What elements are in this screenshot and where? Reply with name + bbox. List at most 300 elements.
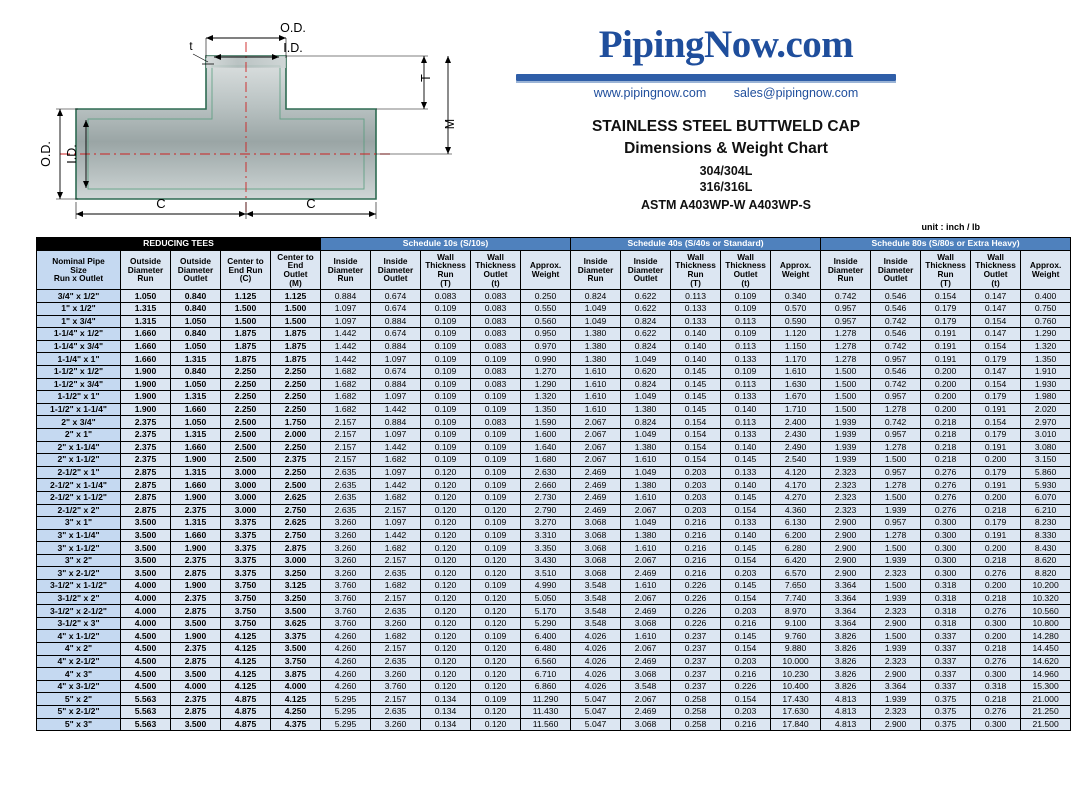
table-col-header-6: Inside Diameter Outlet xyxy=(371,250,421,290)
table-cell-r3-c11: 0.622 xyxy=(621,328,671,341)
table-row xyxy=(37,517,1071,530)
table-cell-r31-c8: 0.120 xyxy=(471,680,521,693)
table-cell-r20-c0: 3" x 1-1/2" xyxy=(37,542,121,555)
table-cell-r12-c14: 2.490 xyxy=(771,441,821,454)
table-cell-r19-c13: 0.140 xyxy=(721,529,771,542)
table-cell-r12-c1: 2.375 xyxy=(121,441,171,454)
table-cell-r12-c18: 0.191 xyxy=(971,441,1021,454)
table-cell-r21-c1: 3.500 xyxy=(121,554,171,567)
table-cell-r26-c0: 3-1/2" x 3" xyxy=(37,617,121,630)
table-cell-r29-c5: 4.260 xyxy=(321,655,371,668)
table-cell-r0-c11: 0.622 xyxy=(621,290,671,303)
table-cell-r18-c11: 1.049 xyxy=(621,517,671,530)
table-row xyxy=(37,580,1071,593)
table-cell-r2-c1: 1.315 xyxy=(121,315,171,328)
table-cell-r18-c4: 2.625 xyxy=(271,517,321,530)
table-cell-r24-c17: 0.318 xyxy=(921,592,971,605)
table-cell-r28-c11: 2.067 xyxy=(621,643,671,656)
table-cell-r21-c3: 3.375 xyxy=(221,554,271,567)
table-cell-r0-c17: 0.154 xyxy=(921,290,971,303)
table-cell-r16-c4: 2.625 xyxy=(271,491,321,504)
table-cell-r8-c12: 0.145 xyxy=(671,391,721,404)
table-cell-r14-c4: 2.250 xyxy=(271,466,321,479)
table-cell-r15-c3: 3.000 xyxy=(221,479,271,492)
table-cell-r21-c9: 3.430 xyxy=(521,554,571,567)
unit-note: unit : inch / lb xyxy=(921,222,980,232)
table-cell-r3-c2: 0.840 xyxy=(171,328,221,341)
table-cell-r17-c2: 2.375 xyxy=(171,504,221,517)
table-cell-r21-c11: 2.067 xyxy=(621,554,671,567)
table-cell-r8-c5: 1.682 xyxy=(321,391,371,404)
table-row xyxy=(37,668,1071,681)
table-cell-r33-c4: 4.250 xyxy=(271,706,321,719)
table-cell-r13-c13: 0.145 xyxy=(721,454,771,467)
table-cell-r12-c6: 1.442 xyxy=(371,441,421,454)
table-cell-r6-c0: 1-1/2" x 1/2" xyxy=(37,365,121,378)
table-cell-r14-c1: 2.875 xyxy=(121,466,171,479)
table-cell-r3-c10: 1.380 xyxy=(571,328,621,341)
doc-spec: ASTM A403WP-W A403WP-S xyxy=(641,198,811,212)
table-cell-r29-c2: 2.875 xyxy=(171,655,221,668)
table-cell-r29-c14: 10.000 xyxy=(771,655,821,668)
table-cell-r20-c16: 1.500 xyxy=(871,542,921,555)
table-cell-r30-c1: 4.500 xyxy=(121,668,171,681)
table-cell-r33-c12: 0.258 xyxy=(671,706,721,719)
table-cell-r30-c19: 14.960 xyxy=(1021,668,1071,681)
table-cell-r17-c5: 2.635 xyxy=(321,504,371,517)
table-cell-r2-c11: 0.824 xyxy=(621,315,671,328)
table-cell-r0-c10: 0.824 xyxy=(571,290,621,303)
table-cell-r1-c14: 0.570 xyxy=(771,303,821,316)
table-cell-r31-c7: 0.120 xyxy=(421,680,471,693)
table-cell-r29-c7: 0.120 xyxy=(421,655,471,668)
table-cell-r6-c19: 1.910 xyxy=(1021,365,1071,378)
table-cell-r21-c2: 2.375 xyxy=(171,554,221,567)
table-cell-r22-c18: 0.276 xyxy=(971,567,1021,580)
table-cell-r4-c16: 0.742 xyxy=(871,340,921,353)
table-cell-r14-c2: 1.315 xyxy=(171,466,221,479)
table-cell-r9-c6: 1.442 xyxy=(371,403,421,416)
table-cell-r11-c0: 2" x 1" xyxy=(37,428,121,441)
table-cell-r11-c10: 2.067 xyxy=(571,428,621,441)
table-cell-r17-c11: 2.067 xyxy=(621,504,671,517)
table-cell-r24-c10: 3.548 xyxy=(571,592,621,605)
table-cell-r28-c15: 3.826 xyxy=(821,643,871,656)
table-cell-r3-c5: 1.442 xyxy=(321,328,371,341)
table-cell-r10-c18: 0.154 xyxy=(971,416,1021,429)
table-cell-r23-c9: 4.990 xyxy=(521,580,571,593)
table-cell-r5-c11: 1.049 xyxy=(621,353,671,366)
table-cell-r7-c7: 0.109 xyxy=(421,378,471,391)
table-cell-r29-c10: 4.026 xyxy=(571,655,621,668)
table-cell-r10-c2: 1.050 xyxy=(171,416,221,429)
table-cell-r8-c15: 1.500 xyxy=(821,391,871,404)
table-cell-r1-c11: 0.622 xyxy=(621,303,671,316)
table-cell-r28-c17: 0.337 xyxy=(921,643,971,656)
table-cell-r5-c13: 0.133 xyxy=(721,353,771,366)
table-row xyxy=(37,529,1071,542)
table-cell-r10-c16: 0.742 xyxy=(871,416,921,429)
table-cell-r12-c15: 1.939 xyxy=(821,441,871,454)
table-cell-r2-c18: 0.154 xyxy=(971,315,1021,328)
table-row xyxy=(37,617,1071,630)
table-cell-r9-c17: 0.200 xyxy=(921,403,971,416)
table-cell-r15-c5: 2.635 xyxy=(321,479,371,492)
table-cell-r7-c18: 0.154 xyxy=(971,378,1021,391)
table-cell-r2-c0: 1" x 3/4" xyxy=(37,315,121,328)
table-cell-r14-c17: 0.276 xyxy=(921,466,971,479)
table-cell-r32-c15: 4.813 xyxy=(821,693,871,706)
table-cell-r3-c4: 1.875 xyxy=(271,328,321,341)
table-cell-r24-c18: 0.218 xyxy=(971,592,1021,605)
table-cell-r30-c17: 0.337 xyxy=(921,668,971,681)
table-cell-r17-c16: 1.939 xyxy=(871,504,921,517)
table-cell-r5-c17: 0.191 xyxy=(921,353,971,366)
table-col-header-19: Approx. Weight xyxy=(1021,250,1071,290)
table-cell-r19-c19: 8.330 xyxy=(1021,529,1071,542)
table-cell-r0-c14: 0.340 xyxy=(771,290,821,303)
table-cell-r33-c13: 0.203 xyxy=(721,706,771,719)
table-cell-r1-c7: 0.109 xyxy=(421,303,471,316)
table-cell-r12-c17: 0.218 xyxy=(921,441,971,454)
table-body xyxy=(37,290,1071,731)
table-cell-r5-c15: 1.278 xyxy=(821,353,871,366)
table-cell-r15-c10: 2.469 xyxy=(571,479,621,492)
table-cell-r32-c14: 17.430 xyxy=(771,693,821,706)
table-cell-r9-c2: 1.660 xyxy=(171,403,221,416)
label-od-top: O.D. xyxy=(280,21,306,35)
dimensions-table-wrap xyxy=(36,237,1062,731)
table-cell-r14-c6: 1.097 xyxy=(371,466,421,479)
table-cell-r21-c8: 0.120 xyxy=(471,554,521,567)
table-cell-r2-c8: 0.083 xyxy=(471,315,521,328)
table-cell-r16-c13: 0.145 xyxy=(721,491,771,504)
table-cell-r0-c12: 0.113 xyxy=(671,290,721,303)
table-cell-r16-c12: 0.203 xyxy=(671,491,721,504)
table-cell-r11-c2: 1.315 xyxy=(171,428,221,441)
table-cell-r23-c11: 1.610 xyxy=(621,580,671,593)
table-cell-r25-c10: 3.548 xyxy=(571,605,621,618)
table-cell-r17-c18: 0.218 xyxy=(971,504,1021,517)
table-cell-r14-c19: 5.860 xyxy=(1021,466,1071,479)
table-cell-r3-c9: 0.950 xyxy=(521,328,571,341)
table-cell-r10-c9: 1.590 xyxy=(521,416,571,429)
table-cell-r34-c9: 11.560 xyxy=(521,718,571,731)
table-cell-r16-c6: 1.682 xyxy=(371,491,421,504)
table-cell-r4-c10: 1.380 xyxy=(571,340,621,353)
brand-logo: PipingNow.com xyxy=(598,23,854,66)
table-cell-r6-c15: 1.500 xyxy=(821,365,871,378)
table-cell-r22-c0: 3" x 2-1/2" xyxy=(37,567,121,580)
table-cell-r9-c1: 1.900 xyxy=(121,403,171,416)
table-cell-r11-c3: 2.500 xyxy=(221,428,271,441)
table-cell-r1-c13: 0.109 xyxy=(721,303,771,316)
table-cell-r3-c1: 1.660 xyxy=(121,328,171,341)
table-cell-r19-c8: 0.109 xyxy=(471,529,521,542)
table-cell-r7-c8: 0.083 xyxy=(471,378,521,391)
table-cell-r23-c10: 3.548 xyxy=(571,580,621,593)
table-cell-r19-c16: 1.278 xyxy=(871,529,921,542)
table-col-header-5: Inside Diameter Run xyxy=(321,250,371,290)
table-cell-r26-c19: 10.800 xyxy=(1021,617,1071,630)
table-cell-r11-c18: 0.179 xyxy=(971,428,1021,441)
table-cell-r33-c17: 0.375 xyxy=(921,706,971,719)
table-cell-r26-c9: 5.290 xyxy=(521,617,571,630)
table-col-header-7: Wall Thickness Run (T) xyxy=(421,250,471,290)
table-cell-r4-c4: 1.875 xyxy=(271,340,321,353)
table-cell-r33-c6: 2.635 xyxy=(371,706,421,719)
table-cell-r16-c0: 2-1/2" x 1-1/2" xyxy=(37,491,121,504)
table-cell-r24-c7: 0.120 xyxy=(421,592,471,605)
table-cell-r25-c5: 3.760 xyxy=(321,605,371,618)
table-cell-r25-c12: 0.226 xyxy=(671,605,721,618)
table-cell-r34-c5: 5.295 xyxy=(321,718,371,731)
table-cell-r23-c7: 0.120 xyxy=(421,580,471,593)
table-cell-r6-c17: 0.200 xyxy=(921,365,971,378)
table-cell-r29-c3: 4.125 xyxy=(221,655,271,668)
table-cell-r1-c5: 1.097 xyxy=(321,303,371,316)
table-cell-r0-c5: 0.884 xyxy=(321,290,371,303)
table-cell-r23-c17: 0.318 xyxy=(921,580,971,593)
table-cell-r9-c9: 1.350 xyxy=(521,403,571,416)
table-cell-r1-c18: 0.147 xyxy=(971,303,1021,316)
table-cell-r19-c3: 3.375 xyxy=(221,529,271,542)
table-cell-r26-c5: 3.760 xyxy=(321,617,371,630)
table-cell-r14-c16: 0.957 xyxy=(871,466,921,479)
table-cell-r31-c10: 4.026 xyxy=(571,680,621,693)
table-col-header-17: Wall Thickness Run (T) xyxy=(921,250,971,290)
table-cell-r10-c17: 0.218 xyxy=(921,416,971,429)
table-cell-r18-c17: 0.300 xyxy=(921,517,971,530)
table-row xyxy=(37,365,1071,378)
table-cell-r18-c0: 3" x 1" xyxy=(37,517,121,530)
table-cell-r13-c9: 1.680 xyxy=(521,454,571,467)
table-cell-r32-c6: 2.157 xyxy=(371,693,421,706)
table-cell-r17-c8: 0.120 xyxy=(471,504,521,517)
table-cell-r19-c2: 1.660 xyxy=(171,529,221,542)
table-cell-r29-c9: 6.560 xyxy=(521,655,571,668)
table-cell-r9-c5: 1.682 xyxy=(321,403,371,416)
table-cell-r15-c9: 2.660 xyxy=(521,479,571,492)
table-cell-r24-c8: 0.120 xyxy=(471,592,521,605)
table-cell-r27-c3: 4.125 xyxy=(221,630,271,643)
table-cell-r16-c17: 0.276 xyxy=(921,491,971,504)
table-cell-r20-c15: 2.900 xyxy=(821,542,871,555)
table-cell-r22-c6: 2.635 xyxy=(371,567,421,580)
table-cell-r12-c5: 2.157 xyxy=(321,441,371,454)
table-cell-r27-c19: 14.280 xyxy=(1021,630,1071,643)
table-cell-r6-c16: 0.546 xyxy=(871,365,921,378)
brand-underline xyxy=(516,74,896,81)
table-cell-r12-c4: 2.250 xyxy=(271,441,321,454)
table-cell-r34-c17: 0.375 xyxy=(921,718,971,731)
table-cell-r13-c17: 0.218 xyxy=(921,454,971,467)
table-cell-r27-c5: 4.260 xyxy=(321,630,371,643)
table-cell-r26-c4: 3.625 xyxy=(271,617,321,630)
table-cell-r32-c9: 11.290 xyxy=(521,693,571,706)
table-cell-r16-c14: 4.270 xyxy=(771,491,821,504)
table-cell-r33-c10: 5.047 xyxy=(571,706,621,719)
table-cell-r13-c4: 2.375 xyxy=(271,454,321,467)
table-cell-r10-c8: 0.083 xyxy=(471,416,521,429)
table-cell-r19-c6: 1.442 xyxy=(371,529,421,542)
table-cell-r28-c9: 6.480 xyxy=(521,643,571,656)
table-cell-r0-c2: 0.840 xyxy=(171,290,221,303)
table-cell-r5-c18: 0.179 xyxy=(971,353,1021,366)
table-cell-r7-c1: 1.900 xyxy=(121,378,171,391)
table-cell-r32-c10: 5.047 xyxy=(571,693,621,706)
table-cell-r24-c13: 0.154 xyxy=(721,592,771,605)
table-cell-r5-c2: 1.315 xyxy=(171,353,221,366)
table-cell-r13-c6: 1.682 xyxy=(371,454,421,467)
table-cell-r3-c14: 1.120 xyxy=(771,328,821,341)
table-cell-r9-c11: 1.380 xyxy=(621,403,671,416)
table-cell-r7-c16: 0.742 xyxy=(871,378,921,391)
table-cell-r21-c14: 6.420 xyxy=(771,554,821,567)
table-cell-r10-c6: 0.884 xyxy=(371,416,421,429)
table-cell-r34-c1: 5.563 xyxy=(121,718,171,731)
table-cell-r12-c7: 0.109 xyxy=(421,441,471,454)
table-cell-r19-c4: 2.750 xyxy=(271,529,321,542)
table-row xyxy=(37,303,1071,316)
table-cell-r8-c19: 1.980 xyxy=(1021,391,1071,404)
table-cell-r5-c7: 0.109 xyxy=(421,353,471,366)
table-cell-r8-c18: 0.179 xyxy=(971,391,1021,404)
table-cell-r32-c12: 0.258 xyxy=(671,693,721,706)
table-cell-r9-c12: 0.145 xyxy=(671,403,721,416)
table-cell-r27-c10: 4.026 xyxy=(571,630,621,643)
table-cell-r9-c8: 0.109 xyxy=(471,403,521,416)
table-col-header-3: Center to End Run (C) xyxy=(221,250,271,290)
table-cell-r25-c0: 3-1/2" x 2-1/2" xyxy=(37,605,121,618)
table-cell-r25-c11: 2.469 xyxy=(621,605,671,618)
table-cell-r14-c9: 2.630 xyxy=(521,466,571,479)
table-cell-r8-c3: 2.250 xyxy=(221,391,271,404)
table-cell-r17-c17: 0.276 xyxy=(921,504,971,517)
table-cell-r16-c7: 0.120 xyxy=(421,491,471,504)
table-cell-r0-c19: 0.400 xyxy=(1021,290,1071,303)
table-cell-r20-c4: 2.875 xyxy=(271,542,321,555)
table-row xyxy=(37,630,1071,643)
table-col-header-0: Nominal Pipe Size Run x Outlet xyxy=(37,250,121,290)
table-cell-r31-c11: 3.548 xyxy=(621,680,671,693)
table-cell-r8-c14: 1.670 xyxy=(771,391,821,404)
table-cell-r19-c1: 3.500 xyxy=(121,529,171,542)
table-cell-r20-c9: 3.350 xyxy=(521,542,571,555)
table-cell-r4-c6: 0.884 xyxy=(371,340,421,353)
table-cell-r29-c8: 0.120 xyxy=(471,655,521,668)
table-cell-r30-c12: 0.237 xyxy=(671,668,721,681)
table-cell-r9-c4: 2.250 xyxy=(271,403,321,416)
table-cell-r15-c4: 2.500 xyxy=(271,479,321,492)
table-cell-r4-c3: 1.875 xyxy=(221,340,271,353)
document-header xyxy=(0,0,1024,232)
table-column-header-row xyxy=(37,250,1071,290)
table-cell-r13-c7: 0.109 xyxy=(421,454,471,467)
table-col-header-1: Outside Diameter Run xyxy=(121,250,171,290)
table-cell-r33-c3: 4.875 xyxy=(221,706,271,719)
table-cell-r22-c17: 0.300 xyxy=(921,567,971,580)
table-cell-r1-c2: 0.840 xyxy=(171,303,221,316)
table-cell-r8-c2: 1.315 xyxy=(171,391,221,404)
table-cell-r18-c14: 6.130 xyxy=(771,517,821,530)
table-cell-r33-c7: 0.134 xyxy=(421,706,471,719)
table-cell-r28-c18: 0.218 xyxy=(971,643,1021,656)
table-cell-r29-c16: 2.323 xyxy=(871,655,921,668)
table-cell-r24-c6: 2.157 xyxy=(371,592,421,605)
table-cell-r31-c13: 0.226 xyxy=(721,680,771,693)
table-cell-r8-c11: 1.049 xyxy=(621,391,671,404)
table-row xyxy=(37,454,1071,467)
table-cell-r13-c0: 2" x 1-1/2" xyxy=(37,454,121,467)
table-cell-r32-c19: 21.000 xyxy=(1021,693,1071,706)
table-cell-r6-c8: 0.083 xyxy=(471,365,521,378)
table-group-header-1: Schedule 10s (S/10s) xyxy=(321,238,571,251)
table-cell-r32-c4: 4.125 xyxy=(271,693,321,706)
table-cell-r1-c9: 0.550 xyxy=(521,303,571,316)
table-cell-r25-c18: 0.276 xyxy=(971,605,1021,618)
tee-fitting-diagram xyxy=(36,14,476,234)
table-cell-r19-c7: 0.120 xyxy=(421,529,471,542)
table-cell-r30-c0: 4" x 3" xyxy=(37,668,121,681)
table-cell-r27-c16: 1.500 xyxy=(871,630,921,643)
table-cell-r2-c14: 0.590 xyxy=(771,315,821,328)
table-cell-r7-c9: 1.290 xyxy=(521,378,571,391)
table-cell-r6-c18: 0.147 xyxy=(971,365,1021,378)
table-cell-r20-c12: 0.216 xyxy=(671,542,721,555)
table-cell-r29-c13: 0.203 xyxy=(721,655,771,668)
table-cell-r3-c15: 1.278 xyxy=(821,328,871,341)
table-cell-r0-c13: 0.109 xyxy=(721,290,771,303)
table-cell-r11-c5: 2.157 xyxy=(321,428,371,441)
table-cell-r15-c2: 1.660 xyxy=(171,479,221,492)
table-cell-r19-c10: 3.068 xyxy=(571,529,621,542)
table-cell-r18-c3: 3.375 xyxy=(221,517,271,530)
table-cell-r18-c1: 3.500 xyxy=(121,517,171,530)
table-cell-r30-c13: 0.216 xyxy=(721,668,771,681)
table-row xyxy=(37,680,1071,693)
table-cell-r34-c10: 5.047 xyxy=(571,718,621,731)
table-cell-r24-c9: 5.050 xyxy=(521,592,571,605)
table-cell-r31-c5: 4.260 xyxy=(321,680,371,693)
table-cell-r9-c14: 1.710 xyxy=(771,403,821,416)
table-cell-r22-c2: 2.875 xyxy=(171,567,221,580)
email-link[interactable]: sales@pipingnow.com xyxy=(733,86,859,100)
table-cell-r34-c14: 17.840 xyxy=(771,718,821,731)
table-cell-r14-c5: 2.635 xyxy=(321,466,371,479)
table-cell-r0-c3: 1.125 xyxy=(221,290,271,303)
table-cell-r9-c19: 2.020 xyxy=(1021,403,1071,416)
table-cell-r4-c1: 1.660 xyxy=(121,340,171,353)
table-cell-r24-c3: 3.750 xyxy=(221,592,271,605)
table-cell-r0-c6: 0.674 xyxy=(371,290,421,303)
table-cell-r27-c17: 0.337 xyxy=(921,630,971,643)
table-cell-r19-c5: 3.260 xyxy=(321,529,371,542)
table-cell-r10-c7: 0.109 xyxy=(421,416,471,429)
table-cell-r12-c9: 1.640 xyxy=(521,441,571,454)
table-cell-r22-c8: 0.120 xyxy=(471,567,521,580)
table-cell-r34-c16: 2.900 xyxy=(871,718,921,731)
website-link[interactable]: www.pipingnow.com xyxy=(593,86,707,100)
table-cell-r33-c1: 5.563 xyxy=(121,706,171,719)
table-cell-r7-c0: 1-1/2" x 3/4" xyxy=(37,378,121,391)
table-cell-r22-c12: 0.216 xyxy=(671,567,721,580)
table-cell-r9-c10: 1.610 xyxy=(571,403,621,416)
table-cell-r17-c6: 2.157 xyxy=(371,504,421,517)
table-cell-r24-c11: 2.067 xyxy=(621,592,671,605)
table-cell-r8-c6: 1.097 xyxy=(371,391,421,404)
table-cell-r26-c11: 3.068 xyxy=(621,617,671,630)
